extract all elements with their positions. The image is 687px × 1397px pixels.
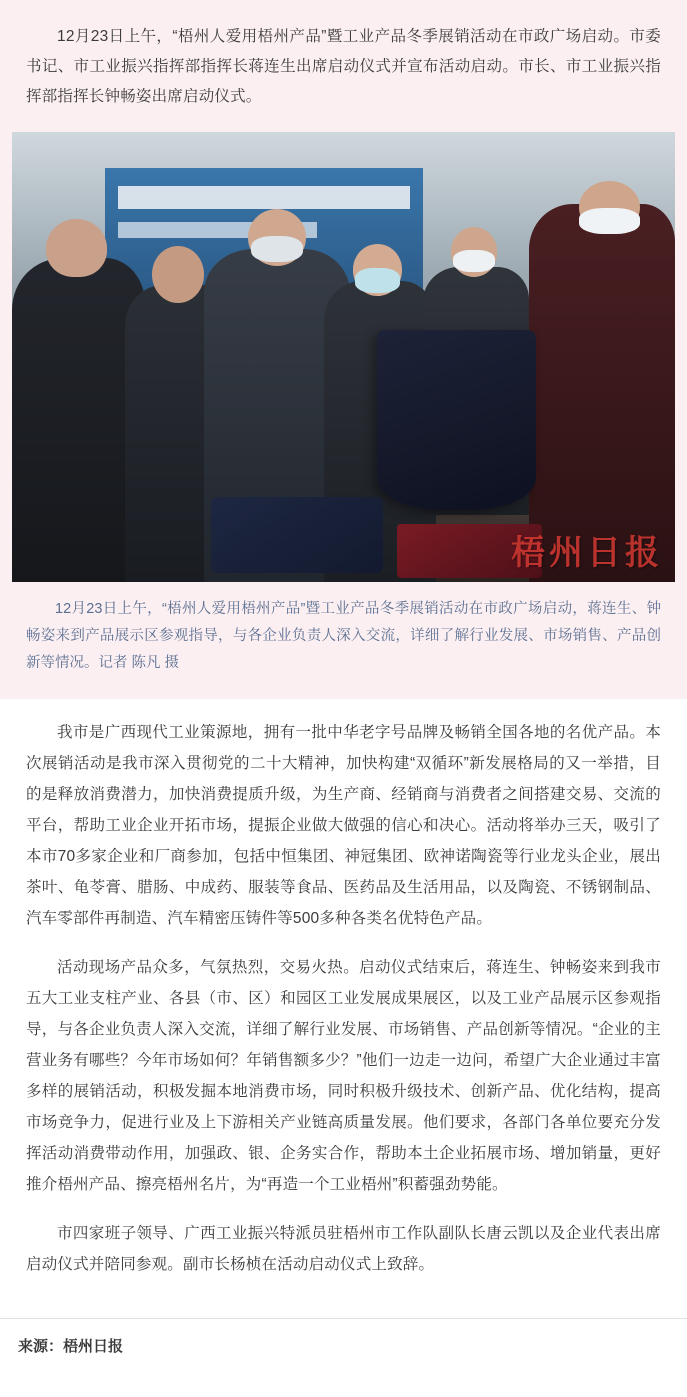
- photo-caption-text: 12月23日上午，“梧州人爱用梧州产品”暨工业产品冬季展销活动在市政广场启动，蒋连生、钟畅姿来到产品展示区参观指导，与各企业负责人深入交流，详细了解行业发展、市场销售、产品创新等情况。记者 陈凡 摄: [26, 601, 661, 671]
- photo-person-1-head: [46, 219, 107, 277]
- photo-watermark: 梧州日报: [511, 533, 663, 573]
- photo-caption-block: [0, 582, 687, 699]
- article-photo: [12, 132, 675, 582]
- article-paragraph: 活动现场产品众多，气氛热烈，交易火热。启动仪式结束后，蒋连生、钟畅姿来到我市五大工业支柱产业、各县（市、区）和园区工业发展成果展区，以及工业产品展示区参观指导，与各企业负责人深入交流，详细了解行业发展、市场销售、产品创新等情况。“企业的主营业务有哪些？今年市场如何？年销售额多少？”他们一边走一边问，希望广大企业通过丰富多样的展销活动，积极发掘本地消费市场，同时积极升级技术、创新产品、优化结构，提高市场竞争力，促进行业及上下游相关产业链高质量发展。他们要求，各部门各单位要充分发挥活动消费带动作用，加强政、银、企务实合作，帮助本土企业拓展市场、增加销量，更好推介梧州产品、擦亮梧州名片，为“再造一个工业梧州”积蓄强劲势能。: [26, 959, 661, 1193]
- article-footer: [0, 1319, 687, 1375]
- photo-booth-banner: [118, 186, 410, 209]
- article-paragraph: 市四家班子领导、广西工业振兴特派员驻梧州市工作队副队长唐云凯以及企业代表出席启动仪式并陪同参观。副市长杨桢在活动启动仪式上致辞。: [26, 1225, 661, 1273]
- photo-person-3-mask: [251, 236, 304, 263]
- photo-person-2-head: [152, 246, 204, 302]
- photo-garment-main: [377, 330, 536, 510]
- article-lead-text: 12月23日上午，“梧州人爱用梧州产品”暨工业产品冬季展销活动在市政广场启动。市委书记、市工业振兴指挥部指挥长蒋连生出席启动仪式并宣布活动启动。市长、市工业振兴指挥部指挥长钟畅姿出席启动仪式。: [26, 28, 661, 105]
- article-body: [0, 699, 687, 1308]
- article-lead-block: [0, 0, 687, 132]
- photo-person-5-mask: [453, 250, 495, 272]
- article-paragraph: 我市是广西现代工业策源地，拥有一批中华老字号品牌及畅销全国各地的名优产品。本次展销活动是我市深入贯彻党的二十大精神，加快构建“双循环”新发展格局的又一举措，目的是释放消费潜力，加快消费提质升级，为生产商、经销商与消费者之间搭建交易、交流的平台，帮助工业企业开拓市场，提振企业做大做强的信心和决心。活动将举办三天，吸引了本市70多家企业和厂商参加，包括中恒集团、神冠集团、欧神诺陶瓷等行业龙头企业，展出茶叶、龟苓膏、腊肠、中成药、服装等食品、医药品及生活用品，以及陶瓷、不锈钢制品、汽车零部件再制造、汽车精密压铸件等500多种各类名优特色产品。: [26, 724, 661, 927]
- photo-person-7-mask: [579, 208, 640, 234]
- photo-person-4-mask: [355, 268, 400, 292]
- photo-garment-secondary: [211, 497, 383, 574]
- article-source: 来源：梧州日报: [18, 1338, 124, 1355]
- article-photo-wrapper: [0, 132, 687, 582]
